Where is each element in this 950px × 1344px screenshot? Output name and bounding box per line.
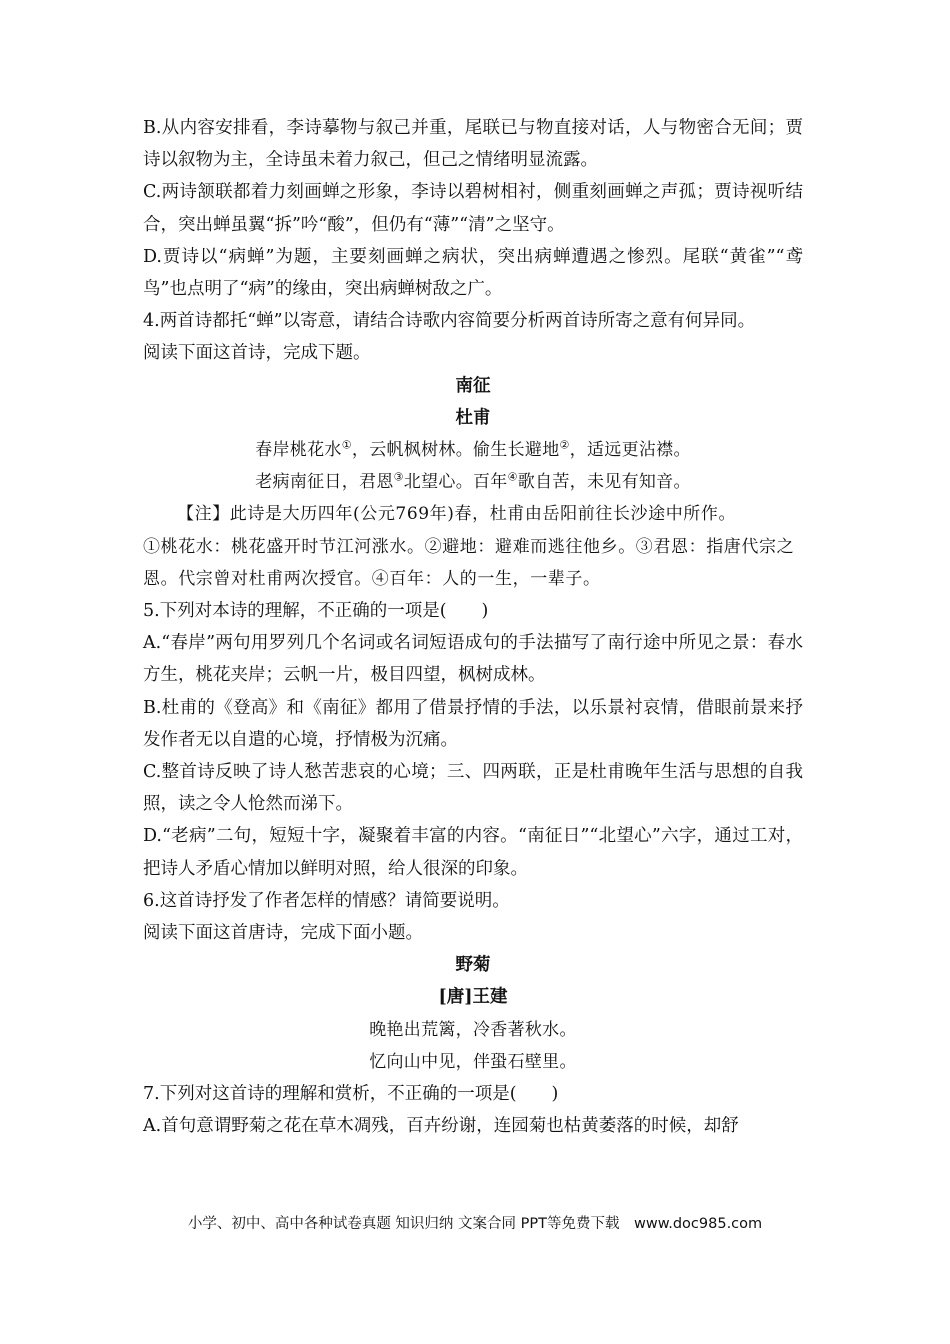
poem2-line-1: 晚艳出荒篱，冷香著秋水。 xyxy=(369,1019,577,1040)
poem1-line-1: 春岸桃花水①，云帆枫树林。偷生长避地②，适远更沾襟。 xyxy=(255,438,691,461)
reading-intro-1: 阅读下面这首诗，完成下题。 xyxy=(143,343,371,364)
question-5-stem: 5.下列对本诗的理解，不正确的一项是( ) xyxy=(143,601,489,622)
poem2-line-2: 忆向山中见，伴蛩石壁里。 xyxy=(369,1051,577,1072)
q7-option-a: A.首句意谓野菊之花在草木凋残，百卉纷谢，连园菊也枯黄萎落的时候，却舒 xyxy=(143,1116,739,1137)
poem1-annotations: ①桃花水：桃花盛开时节江河涨水。②避地：避难而逃往他乡。③君恩：指唐代宗之恩。代宗曾对杜甫两次授官。④百年：人的一生，一辈子。 xyxy=(143,536,795,589)
poem1-title: 南征 xyxy=(455,375,491,396)
question-7-stem: 7.下列对这首诗的理解和赏析，不正确的一项是( ) xyxy=(143,1084,559,1105)
q5-option-d: D.“老病”二句，短短十字，凝聚着丰富的内容。“南征日”“北望心”六字，通过工对，把诗人矛盾心情加以鲜明对照，给人很深的印象。 xyxy=(143,826,803,879)
q5-option-b: B.杜甫的《登高》和《南征》都用了借景抒情的手法，以乐景衬哀情，借眼前景来抒发作者无以自遣的心境，抒情极为沉痛。 xyxy=(143,697,803,750)
poem2-author: [唐]王建 xyxy=(438,987,508,1008)
q3-option-c: C.两诗颔联都着力刻画蝉之形象，李诗以碧树相衬，侧重刻画蝉之声孤；贾诗视听结合，突出蝉虽翼“拆”吟“酸”，但仍有“薄”“清”之坚守。 xyxy=(143,182,803,235)
reading-intro-2: 阅读下面这首唐诗，完成下面小题。 xyxy=(143,923,423,944)
page-footer: 小学、初中、高中各种试卷真题 知识归纳 文案合同 PPT等免费下载 www.doc985.com xyxy=(187,1216,763,1232)
poem1-note: 【注】此诗是大历四年(公元769年)春，杜甫由岳阳前往长沙途中所作。 xyxy=(177,504,737,525)
poem2-title: 野菊 xyxy=(455,955,491,976)
q5-option-a: A.“春岸”两句用罗列几个名词或名词短语成句的手法描写了南行途中所见之景：春水方生，桃花夹岸；云帆一片，极目四望，枫树成林。 xyxy=(143,633,803,686)
poem1-line-2: 老病南征日，君恩③北望心。百年④歌自苦，未见有知音。 xyxy=(255,470,691,493)
poem1-author: 杜甫 xyxy=(455,407,491,428)
question-6: 6.这首诗抒发了作者怎样的情感？请简要说明。 xyxy=(143,890,510,911)
document-body xyxy=(143,112,803,1143)
q3-option-d: D.贾诗以“病蝉”为题，主要刻画蝉之病状，突出病蝉遭遇之惨烈。尾联“黄雀”“鸢鸟”也点明了“病”的缘由，突出病蝉树敌之广。 xyxy=(143,246,803,300)
question-4: 4.两首诗都托“蝉”以寄意，请结合诗歌内容简要分析两首诗所寄之意有何异同。 xyxy=(143,311,756,332)
q3-option-b: B.从内容安排看，李诗摹物与叙己并重，尾联已与物直接对话，人与物密合无间；贾诗以叙物为主，全诗虽未着力叙己，但己之情绪明显流露。 xyxy=(143,118,803,171)
q5-option-c: C.整首诗反映了诗人愁苦悲哀的心境；三、四两联，正是杜甫晚年生活与思想的自我照，读之令人怆然而涕下。 xyxy=(143,762,803,815)
